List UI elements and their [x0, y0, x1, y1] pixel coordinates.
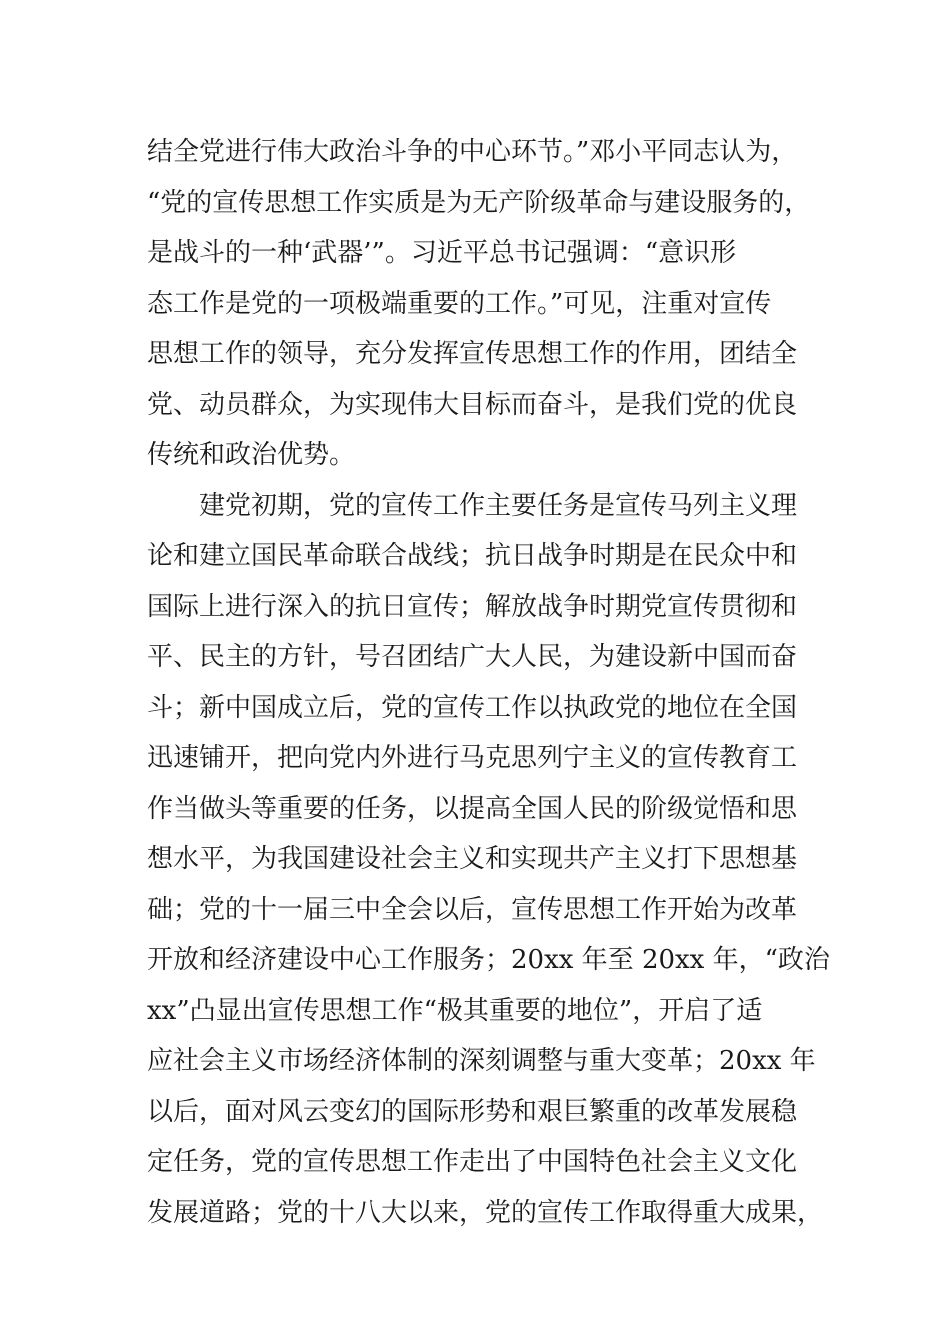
text-line: 思想工作的领导，充分发挥宣传思想工作的作用，团结全: [147, 339, 798, 369]
paragraph-2: [147, 481, 830, 1239]
text-line: 建党初期，党的宣传工作主要任务是宣传马列主义理: [199, 490, 798, 521]
text-line: 作当做头等重要的任务，以提高全国人民的阶级觉悟和思: [147, 793, 798, 824]
text-line: 论和建立国民革命联合战线；抗日战争时期是在民众中和: [147, 541, 798, 571]
text-line: 平、民主的方针，号召团结广大人民，为建设新中国而奋: [147, 642, 798, 672]
text-line: 应社会主义市场经济体制的深刻调整与重大变革；20xx 年: [147, 1046, 816, 1076]
text-line: “党的宣传思想工作实质是为无产阶级革命与建设服务的，: [147, 187, 811, 218]
text-line: 以后，面对风云变幻的国际形势和艰巨繁重的改革发展稳: [147, 1096, 798, 1127]
text-line: xx”凸显出宣传思想工作“极其重要的地位”，开启了适: [147, 995, 763, 1026]
text-line: 态工作是党的一项极端重要的工作。”可见，注重对宣传: [147, 288, 772, 319]
text-line: 结全党进行伟大政治斗争的中心环节。”邓小平同志认为，: [147, 137, 798, 167]
text-line: 发展道路；党的十八大以来，党的宣传工作取得重大成果，: [147, 1197, 824, 1228]
text-line: 斗；新中国成立后，党的宣传工作以执政党的地位在全国: [147, 692, 798, 723]
body-text: [147, 127, 830, 1238]
text-line: 是战斗的一种‘武器’”。习近平总书记强调：“意识形: [147, 238, 737, 268]
text-line: 定任务，党的宣传思想工作走出了中国特色社会主义文化: [147, 1147, 798, 1177]
paragraph-1: [147, 127, 811, 481]
text-line: 开放和经济建设中心工作服务；20xx 年至 20xx 年，“政治: [147, 945, 830, 975]
text-line: 传统和政治优势。: [147, 440, 356, 470]
text-line: 础；党的十一届三中全会以后，宣传思想工作开始为改革: [147, 894, 798, 925]
text-line: 想水平，为我国建设社会主义和实现共产主义打下思想基: [147, 844, 798, 874]
text-line: 党、动员群众，为实现伟大目标而奋斗，是我们党的优良: [147, 389, 798, 420]
text-line: 国际上进行深入的抗日宣传；解放战争时期党宣传贯彻和: [147, 591, 798, 622]
text-line: 迅速铺开，把向党内外进行马克思列宁主义的宣传教育工: [147, 743, 798, 773]
